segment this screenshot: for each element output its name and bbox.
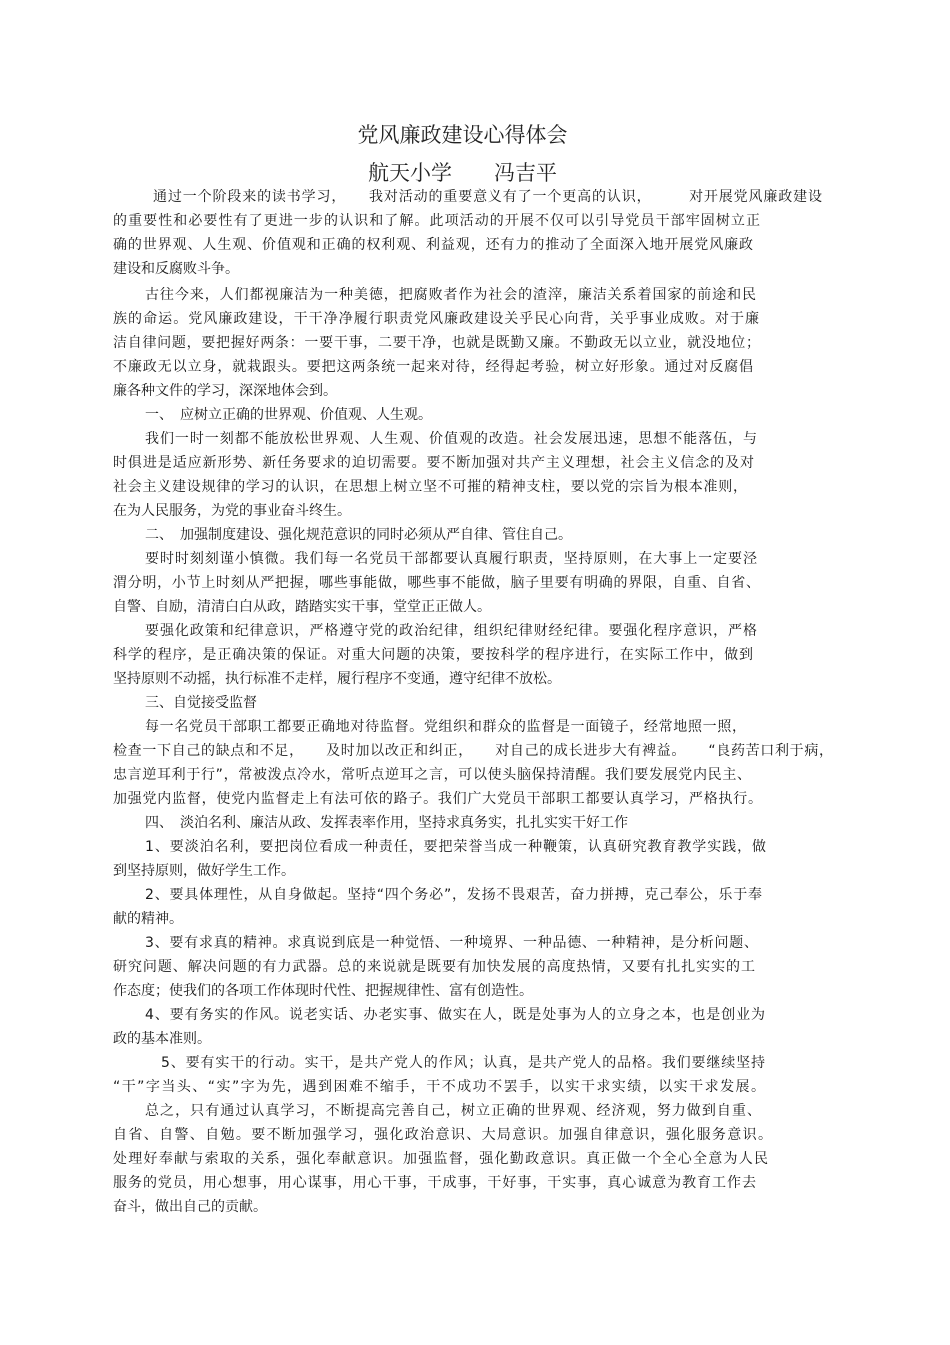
body-line: 自省、自警、自勉。要不断加强学习，强化政治意识、大局意识。加强自律意识，强化服务意识。 [113, 1127, 774, 1143]
body-line: 5、要有实干的行动。实干，是共产党人的作风；认真，是共产党人的品格。我们要继续坚持 [161, 1055, 766, 1071]
body-line: 社会主义建设规律的学习的认识，在思想上树立坚不可摧的精神支柱，要以党的宗旨为根本准则， [113, 479, 748, 495]
body-line: 政的基本准则。 [113, 1031, 211, 1047]
body-line: 4、要有务实的作风。说老实话、办老实事、做实在人，既是处事为人的立身之本，也是创业为 [145, 1007, 766, 1023]
body-line: 古往今来，人们都视廉洁为一种美德，把腐败者作为社会的渣滓，廉洁关系着国家的前途和民 [145, 287, 757, 303]
body-line: 研究问题、解决问题的有力武器。总的来说就是既要有加快发展的高度热情，又要有扎扎实实的工 [113, 959, 756, 975]
body-line: 2、要具体理性，从自身做起。坚持“四个务必”，发扬不畏艰苦，奋力拼搏，克己奉公，乐于奉 [145, 887, 763, 903]
body-line: 的重要性和必要性有了更进一步的认识和了解。此项活动的开展不仅可以引导党员干部牢固树立正 [113, 213, 762, 229]
body-line: “干”字当头、“实”字为先，遇到困难不缩手，干不成功不罢手，以实干求实绩，以实干求发展。 [113, 1079, 767, 1095]
body-line: 1、要淡泊名利，要把岗位看成一种责任，要把荣誉当成一种鞭策，认真研究教育教学实践，做 [145, 839, 767, 855]
body-line: 渭分明，小节上时刻从严把握，哪些事能做，哪些事不能做，脑子里要有明确的界限，自重、自省、 [113, 575, 761, 591]
body-line: 处理好奉献与索取的关系，强化奉献意识。加强监督，强化勤政意识。真正做一个全心全意为人民 [113, 1151, 770, 1167]
body-line: 奋斗，做出自己的贡献。 [113, 1199, 267, 1215]
body-line: 3、要有求真的精神。求真说到底是一种觉悟、一种境界、一种品德、一种精神，是分析问题、 [145, 935, 759, 951]
body-line: 总之，只有通过认真学习，不断提高完善自己，树立正确的世界观、经济观，努力做到自重、 [145, 1103, 763, 1119]
body-line: 检查一下自己的缺点和不足， 及时加以改正和纠正， 对自己的成长进步大有裨益。 “良药苦口利于病， [113, 743, 834, 759]
body-line: 四、 淡泊名利、廉洁从政、发挥表率作用，坚持求真务实，扎扎实实干好工作 [145, 815, 628, 831]
body-line: 洁自律问题，要把握好两条：一要干事，二要干净，也就是既勤又廉。不勤政无以立业，就没地位； [113, 335, 761, 351]
document-title: 党风廉政建设心得体会 [357, 123, 568, 147]
body-line: 加强党内监督，使党内监督走上有法可依的路子。我们广大党员干部职工都要认真学习，严格执行。 [113, 791, 763, 807]
body-line: 二、 加强制度建设、强化规范意识的同时必须从严自律、管住自己。 [145, 527, 572, 543]
body-line: 一、 应树立正确的世界观、价值观、人生观。 [145, 407, 432, 423]
body-line: 建设和反腐败斗争。 [113, 261, 239, 277]
body-line: 确的世界观、人生观、价值观和正确的权利观、利益观，还有力的推动了全面深入地开展党风廉政 [113, 237, 754, 253]
body-line: 族的命运。党风廉政建设，干干净净履行职责党风廉政建设关乎民心向背，关乎事业成败。对于廉 [113, 311, 761, 327]
body-line: 忠言逆耳利于行”，常被泼点冷水，常听点逆耳之言，可以使头脑保持清醒。我们要发展党内民主、 [113, 767, 752, 783]
body-line: 科学的程序，是正确决策的保证。对重大问题的决策，要按科学的程序进行，在实际工作中，做到 [113, 647, 754, 663]
body-line: 我们一时一刻都不能放松世界观、人生观、价值观的改造。社会发展迅速，思想不能落伍，与 [145, 431, 758, 447]
author-byline: 航天小学 冯吉平 [368, 161, 557, 185]
body-line: 时俱进是适应新形势、新任务要求的迫切需要。要不断加强对共产主义理想，社会主义信念的及对 [113, 455, 755, 471]
body-line: 通过一个阶段来的读书学习， 我对活动的重要意义有了一个更高的认识， 对开展党风廉政建设 [153, 189, 823, 205]
body-line: 到坚持原则，做好学生工作。 [113, 863, 295, 879]
body-line: 在为人民服务，为党的事业奋斗终生。 [113, 503, 351, 519]
body-line: 廉各种文件的学习，深深地体会到。 [113, 383, 337, 399]
body-line: 服务的党员，用心想事，用心谋事，用心干事，干成事，干好事，干实事，真心诚意为教育工作去 [113, 1175, 757, 1191]
body-line: 每一名党员干部职工都要正确地对待监督。党组织和群众的监督是一面镜子，经常地照一照， [145, 719, 747, 735]
body-line: 三、自觉接受监督 [145, 695, 257, 711]
body-line: 献的精神。 [113, 911, 183, 927]
body-line: 不廉政无以立身，就栽跟头。要把这两条统一起来对待，经得起考验，树立好形象。通过对反腐倡 [113, 359, 754, 375]
body-line: 作态度；使我们的各项工作体现时代性、把握规律性、富有创造性。 [113, 983, 533, 999]
body-line: 要时时刻刻谨小慎微。我们每一名党员干部都要认真履行职责，坚持原则，在大事上一定要泾 [145, 551, 758, 567]
body-line: 要强化政策和纪律意识，严格遵守党的政治纪律，组织纪律财经纪律。要强化程序意识，严格 [145, 623, 758, 639]
body-line: 自警、自励，清清白白从政，踏踏实实干事，堂堂正正做人。 [113, 599, 491, 615]
body-line: 坚持原则不动摇，执行标准不走样，履行程序不变通，遵守纪律不放松。 [113, 671, 561, 687]
